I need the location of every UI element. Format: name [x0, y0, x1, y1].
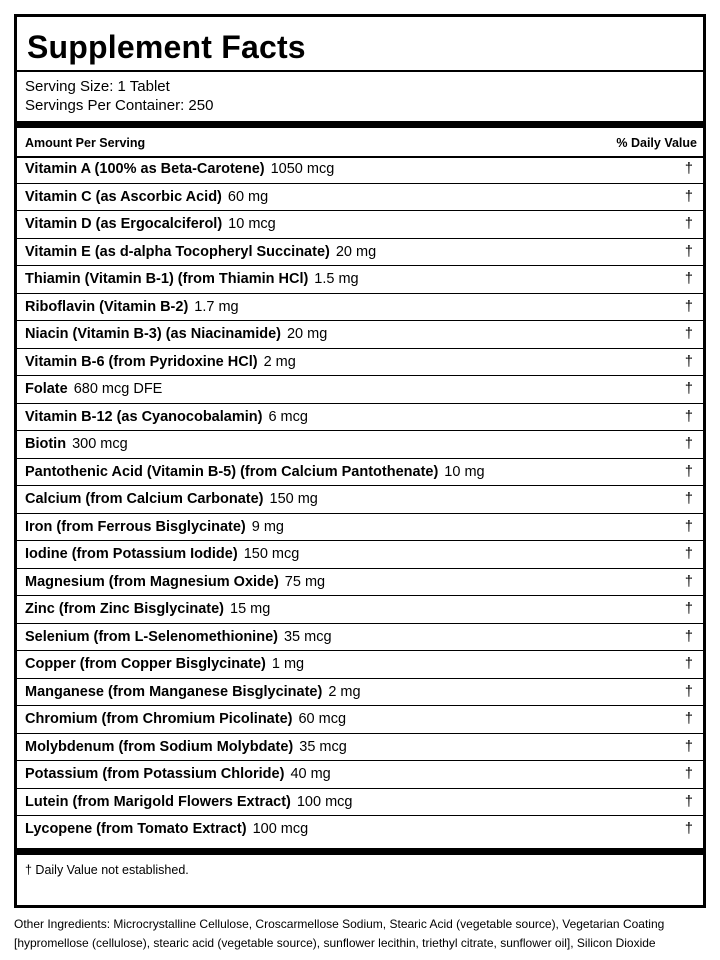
nutrient-name: Niacin (Vitamin B-3) (as Niacinamide) [25, 326, 281, 342]
nutrient-text [25, 161, 334, 177]
nutrient-row [17, 239, 703, 267]
nutrient-row [17, 486, 703, 514]
nutrient-text [25, 381, 162, 397]
nutrient-text [25, 711, 346, 727]
nutrient-amount: 10 mcg [228, 216, 276, 232]
footnote: † Daily Value not established. [25, 863, 189, 877]
nutrient-amount: 1 mg [271, 656, 305, 672]
nutrient-row [17, 514, 703, 542]
nutrient-name: Iodine (from Potassium Iodide) [25, 546, 238, 562]
nutrient-name: Potassium (from Potassium Chloride) [25, 766, 285, 782]
nutrient-row [17, 266, 703, 294]
nutrient-row [17, 596, 703, 624]
daily-value: † [684, 683, 693, 700]
nutrient-name: Vitamin B-6 (from Pyridoxine HCl) [25, 353, 258, 370]
nutrient-row [17, 211, 703, 239]
daily-value: † [684, 408, 693, 425]
nutrient-list [17, 156, 703, 844]
nutrient-name: Lycopene (from Tomato Extract) [25, 821, 247, 837]
nutrient-name: Manganese (from Manganese Bisglycinate) [25, 683, 323, 700]
nutrient-name: Thiamin (Vitamin B-1) (from Thiamin HCl) [25, 271, 309, 287]
daily-value: † [684, 711, 693, 727]
daily-value: † [684, 381, 693, 397]
nutrient-row [17, 816, 703, 844]
nutrient-amount: 1.5 mg [314, 271, 359, 287]
daily-value: † [684, 271, 693, 287]
daily-value: † [684, 601, 693, 617]
nutrient-text [25, 794, 352, 810]
nutrient-row [17, 789, 703, 817]
nutrient-amount: 1.7 mg [194, 298, 239, 315]
nutrient-amount: 2 mg [328, 683, 361, 700]
nutrient-amount: 35 mcg [283, 628, 332, 645]
nutrient-row [17, 376, 703, 404]
nutrient-text [25, 684, 361, 700]
daily-value: † [684, 546, 693, 562]
nutrient-amount: 100 mcg [252, 821, 309, 837]
nutrient-text [25, 519, 284, 535]
nutrient-text [25, 464, 485, 480]
nutrient-row [17, 651, 703, 679]
daily-value: † [684, 793, 693, 810]
nutrient-amount: 100 mcg [296, 793, 353, 810]
nutrient-name: Magnesium (from Magnesium Oxide) [25, 573, 279, 590]
amount-per-serving-label: Amount Per Serving [25, 136, 146, 150]
nutrient-text [25, 739, 347, 755]
nutrient-row [17, 184, 703, 212]
daily-value: † [684, 436, 693, 452]
nutrient-row [17, 679, 703, 707]
nutrient-name: Pantothenic Acid (Vitamin B-5) (from Calcium Pantothenate) [25, 463, 439, 480]
nutrient-text [25, 216, 276, 232]
nutrient-amount: 60 mcg [298, 711, 347, 727]
nutrient-amount: 10 mg [444, 463, 485, 480]
nutrient-name: Lutein (from Marigold Flowers Extract) [25, 793, 291, 810]
daily-value: † [684, 326, 693, 342]
nutrient-amount: 6 mcg [268, 408, 308, 425]
nutrient-text [25, 244, 376, 260]
nutrient-row [17, 624, 703, 652]
nutrient-row [17, 761, 703, 789]
nutrient-row [17, 734, 703, 762]
nutrient-row [17, 294, 703, 322]
daily-value: † [684, 821, 693, 837]
nutrient-row [17, 459, 703, 487]
nutrient-name: Vitamin B-12 (as Cyanocobalamin) [25, 408, 263, 425]
daily-value: † [684, 188, 693, 205]
supplement-facts-panel [14, 14, 706, 908]
nutrient-name: Riboflavin (Vitamin B-2) [25, 298, 189, 315]
serving-size: Serving Size: 1 Tablet [25, 78, 170, 95]
nutrient-text [25, 574, 325, 590]
nutrient-text [25, 491, 318, 507]
nutrient-row [17, 321, 703, 349]
nutrient-text [25, 299, 239, 315]
nutrient-name: Selenium (from L-Selenomethionine) [25, 628, 278, 645]
nutrient-amount: 40 mg [290, 766, 331, 782]
daily-value: † [684, 463, 693, 480]
nutrient-name: Zinc (from Zinc Bisglycinate) [25, 601, 224, 617]
nutrient-text [25, 189, 268, 205]
nutrient-amount: 20 mg [335, 243, 377, 260]
daily-value: † [684, 298, 693, 315]
nutrient-row [17, 431, 703, 459]
nutrient-amount: 680 mcg DFE [73, 381, 163, 397]
nutrient-name: Folate [25, 381, 68, 397]
daily-value: † [684, 161, 693, 177]
nutrient-text [25, 656, 304, 672]
serving-info [25, 77, 213, 115]
nutrient-row [17, 541, 703, 569]
daily-value: † [684, 491, 693, 507]
daily-value-label: % Daily Value [616, 136, 697, 150]
nutrient-text [25, 436, 128, 452]
nutrient-text [25, 354, 296, 370]
nutrient-name: Copper (from Copper Bisglycinate) [25, 656, 266, 672]
thick-divider [17, 121, 703, 128]
nutrient-amount: 60 mg [227, 188, 269, 205]
nutrient-amount: 15 mg [230, 601, 271, 617]
servings-per-container: Servings Per Container: 250 [25, 97, 214, 114]
nutrient-name: Vitamin D (as Ergocalciferol) [25, 216, 223, 232]
daily-value: † [684, 353, 693, 370]
nutrient-name: Biotin [25, 436, 67, 452]
nutrient-text [25, 271, 359, 287]
nutrient-text [25, 821, 308, 837]
divider [17, 70, 703, 72]
daily-value: † [684, 216, 693, 232]
nutrient-row [17, 569, 703, 597]
nutrient-name: Vitamin E (as d-alpha Tocopheryl Succinate) [25, 243, 330, 260]
nutrient-row [17, 156, 703, 184]
nutrient-row [17, 404, 703, 432]
nutrient-amount: 2 mg [263, 353, 296, 370]
nutrient-amount: 35 mcg [299, 738, 347, 755]
nutrient-text [25, 629, 332, 645]
daily-value: † [684, 656, 693, 672]
nutrient-row [17, 349, 703, 377]
nutrient-text [25, 601, 270, 617]
nutrient-amount: 20 mg [286, 326, 328, 342]
nutrient-text [25, 766, 331, 782]
daily-value: † [684, 628, 693, 645]
nutrient-name: Chromium (from Chromium Picolinate) [25, 711, 293, 727]
daily-value: † [684, 573, 693, 590]
nutrient-amount: 300 mcg [72, 436, 128, 452]
nutrient-amount: 150 mcg [243, 546, 300, 562]
panel-title: Supplement Facts [27, 29, 306, 65]
nutrient-amount: 9 mg [251, 518, 285, 535]
daily-value: † [684, 518, 693, 535]
nutrient-text [25, 326, 327, 342]
nutrient-name: Iron (from Ferrous Bisglycinate) [25, 518, 246, 535]
nutrient-amount: 150 mg [269, 491, 318, 507]
daily-value: † [684, 766, 693, 782]
nutrient-amount: 75 mg [284, 573, 326, 590]
nutrient-text [25, 546, 299, 562]
table-header [17, 131, 703, 155]
daily-value: † [684, 243, 693, 260]
nutrient-name: Vitamin A (100% as Beta-Carotene) [25, 161, 265, 177]
nutrient-name: Calcium (from Calcium Carbonate) [25, 491, 264, 507]
nutrient-name: Molybdenum (from Sodium Molybdate) [25, 738, 294, 755]
nutrient-amount: 1050 mcg [270, 161, 335, 177]
nutrient-name: Vitamin C (as Ascorbic Acid) [25, 188, 222, 205]
nutrient-row [17, 706, 703, 734]
daily-value: † [684, 738, 693, 755]
nutrient-text [25, 409, 308, 425]
other-ingredients: Other Ingredients: Microcrystalline Cellulose, Croscarmellose Sodium, Stearic Acid (vegetable source), Vegetarian Coating [hypromellose (cellulose), stearic acid (vegetable source), sunflower lecithin, triethyl citrate, sunflower oil], Silicon Dioxide [14, 917, 665, 950]
thick-divider-bottom [17, 848, 703, 855]
